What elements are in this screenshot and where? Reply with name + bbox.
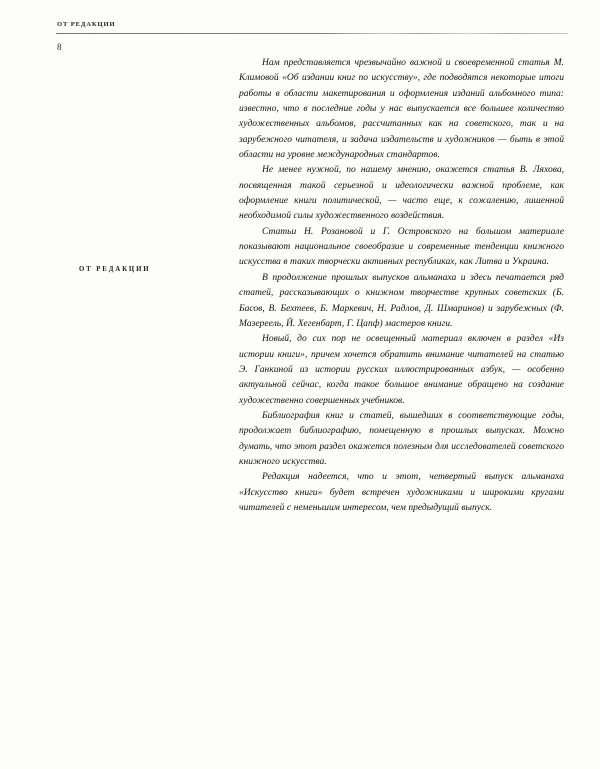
body-text-column — [239, 55, 564, 515]
paragraph: Библиография книг и статей, вышедших в соответствующие годы, продолжает библиографию, помещенную в прошлых выпусках. Можно думать, что этот раздел окажется полезным для исследователей советского книжного искусства. — [239, 409, 564, 467]
paragraph: Нам представляется чрезвычайно важной и своевременной статья М. Климовой «Об издании книг по искусству», где подводятся некоторые итоги работы в области макетирования и оформления изданий альбомного типа: известно, что в последние годы у нас выпускается все большее количество художественных альбомов, рассчитанных как на советского, так и на зарубежного читателя, и задача издательств и художников — быть в этой области на уровне международных стандартов. — [239, 57, 564, 161]
paragraph: В продолжение прошлых выпусков альманаха и здесь печатается ряд статей, рассказывающих о книжном творчестве крупных советских (Б. Басов, В. Бехтеев, Б. Маркевич, Н. Радлов, Д. Шмаринов) и зарубежных (Ф. Мазереель, Й. Хегенбарт, Г. Цапф) мастеров книги. — [239, 271, 564, 329]
paragraph: Новый, до сих пор не освещенный материал включен в раздел «Из истории книги», причем хочется обратить внимание читателей на статью Э. Ганкиной из истории русских иллюстрированных азбук, — особенно актуальной сейчас, когда такое большое внимание обращено на создание художественно совершенных учебников. — [239, 333, 564, 406]
section-heading: ОТ РЕДАКЦИИ — [79, 266, 151, 273]
paragraph: Статьи Н. Розановой и Г. Островского на большом материале показывают национальное своеобразие и современные тенденции книжного искусства в таких творчески активных республиках, как Литва и Украина. — [239, 225, 564, 268]
running-head: ОТ РЕДАКЦИИ — [57, 21, 116, 28]
paragraph: Редакция надеется, что и этот, четвертый выпуск альманаха «Искусство книги» будет встречен художниками и широкими кругами читателей с неменьшим интересом, чем предыдущий выпуск. — [239, 471, 564, 513]
paragraph: Не менее нужной, по нашему мнению, окажется статья В. Ляхова, посвященная такой серьезной и идеологически важной проблеме, как оформление книги политической, — часто еще, к сожалению, лишенной необходимой силы художественного воздействия. — [239, 164, 564, 222]
header-rule — [56, 33, 568, 34]
running-head-area — [56, 22, 568, 34]
page-number: 8 — [57, 42, 62, 52]
